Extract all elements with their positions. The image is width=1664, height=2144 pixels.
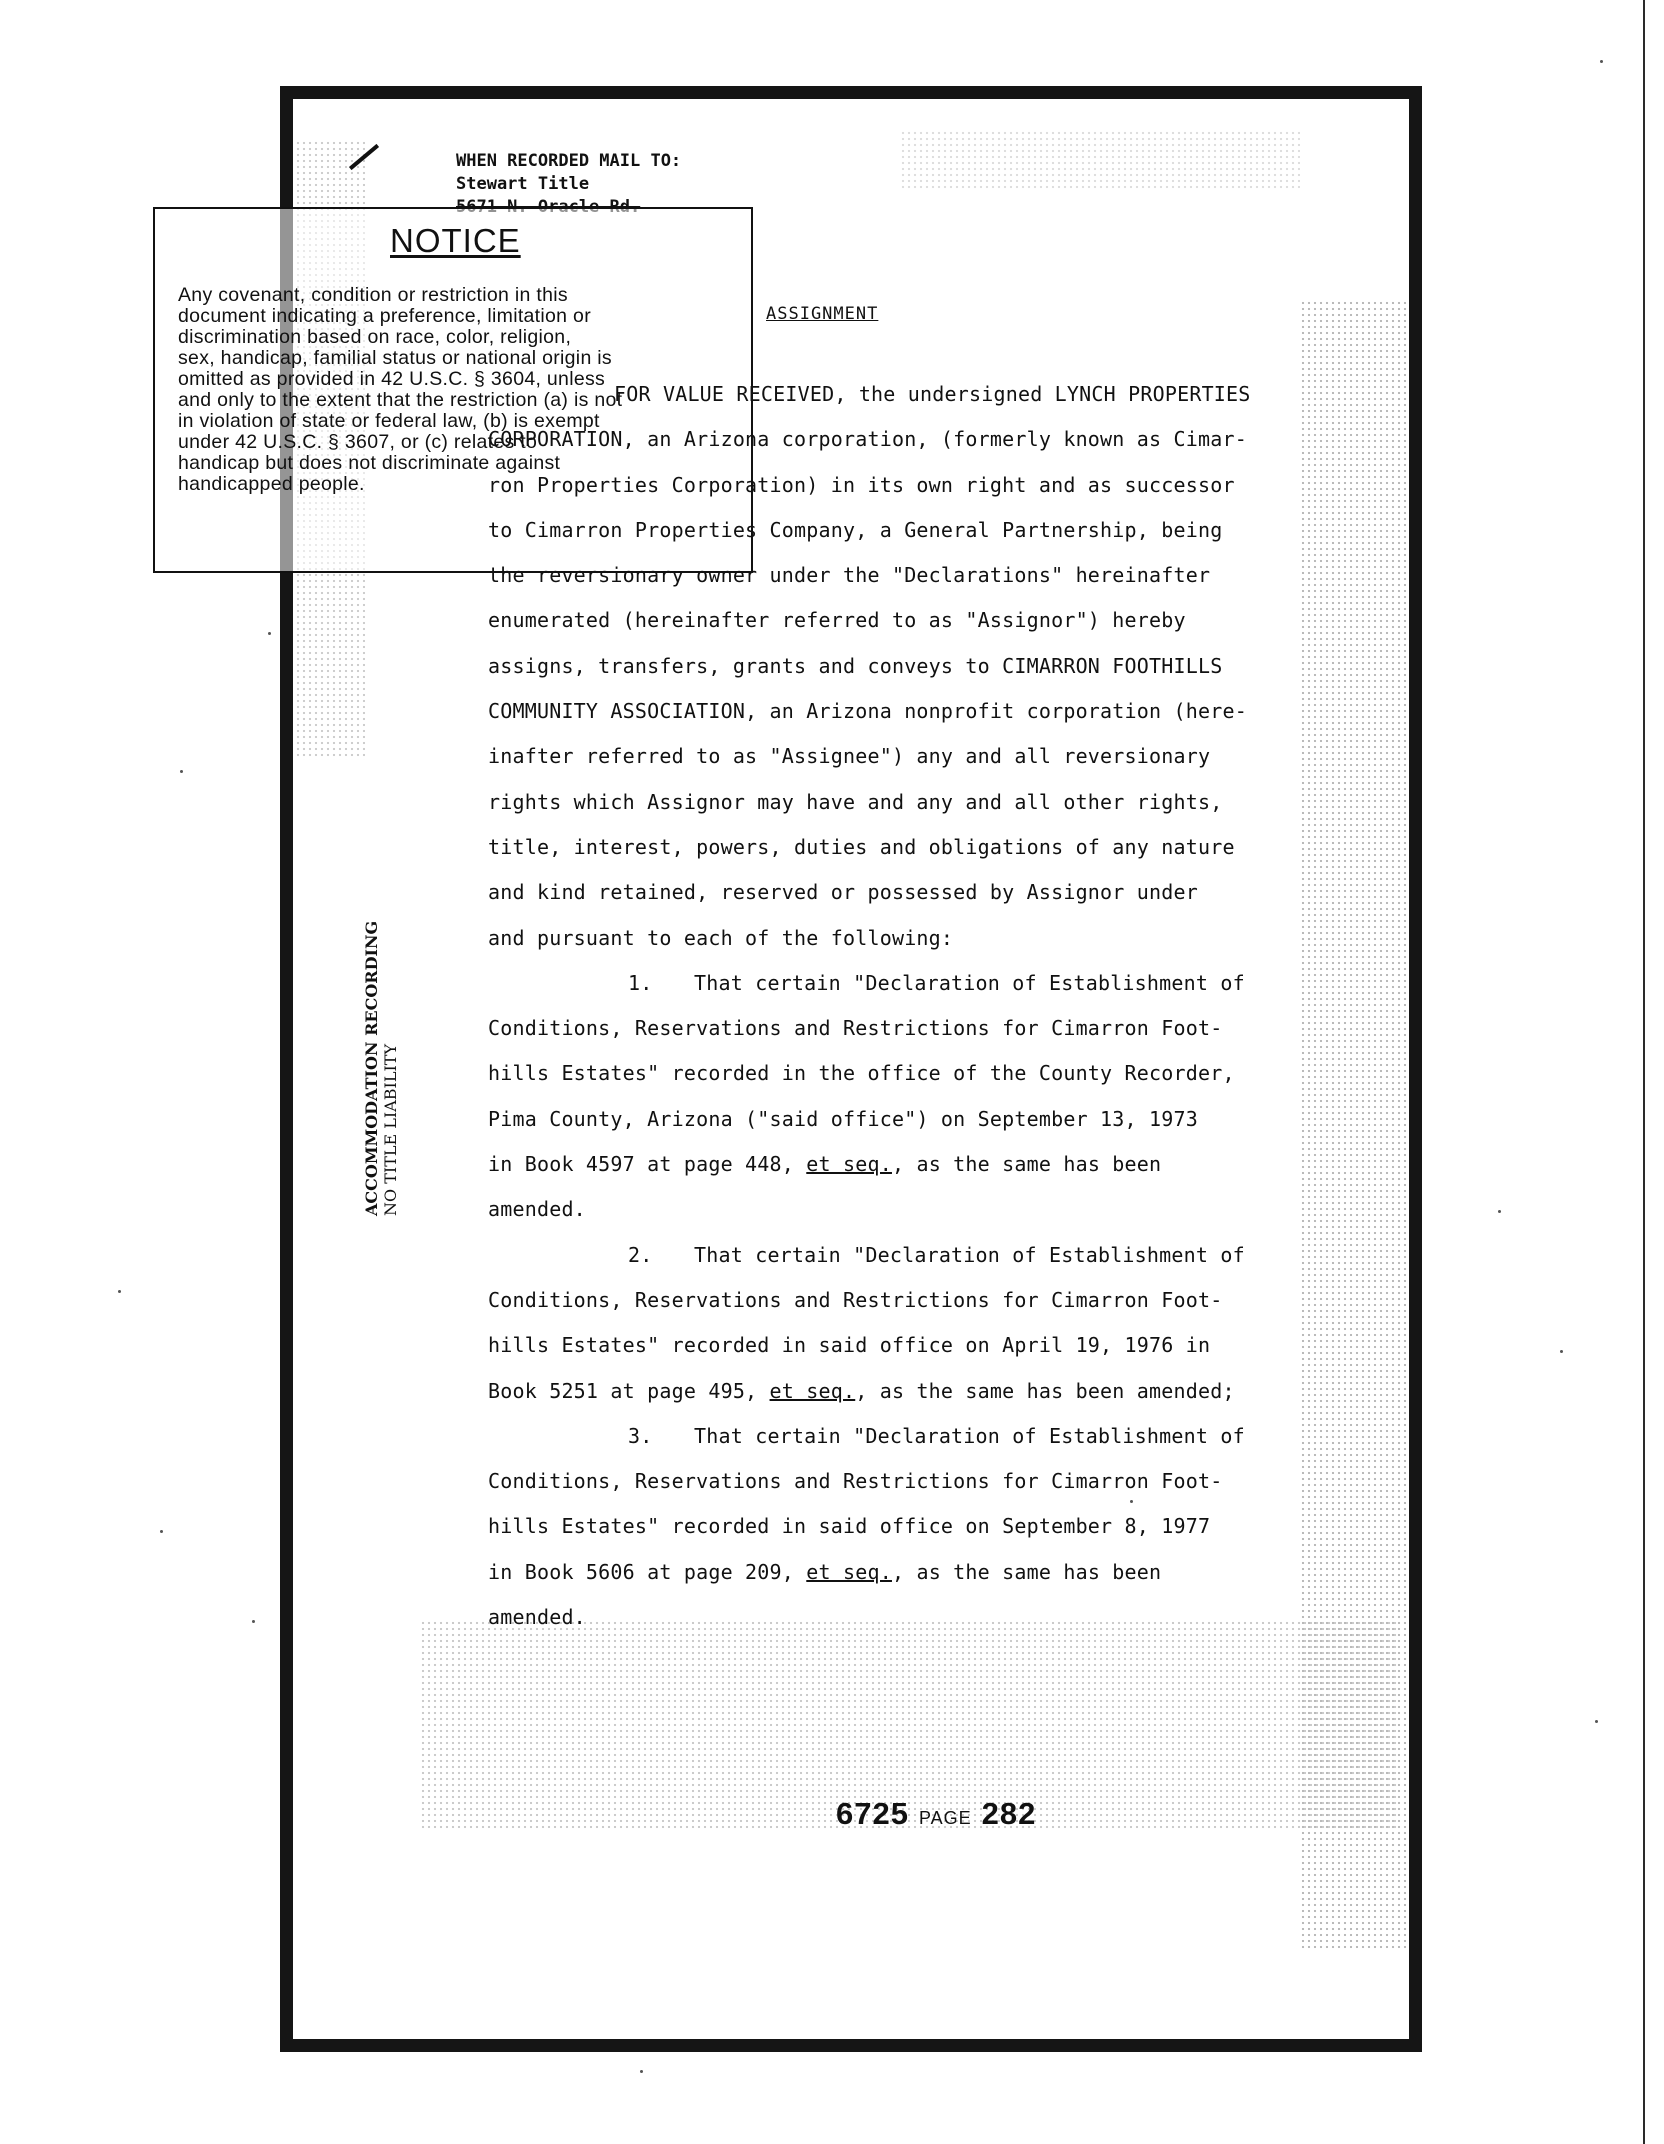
item-first-line: That certain "Declaration of Establishment of [694, 970, 1245, 995]
body-line: Conditions, Reservations and Restrictions for Cimarron Foot- [488, 1469, 1223, 1494]
notice-title: NOTICE [390, 222, 521, 259]
item-1-heading [488, 961, 1338, 1006]
page-number: 282 [981, 1796, 1037, 1831]
item-number: 1. [628, 970, 653, 995]
notice-line: handicap but does not discriminate against [178, 452, 561, 474]
scan-speck [118, 1290, 121, 1293]
notice-line: in violation of state or federal law, (b) is exempt [178, 410, 600, 432]
body-line: CORPORATION, an Arizona corporation, (formerly known as Cimar- [488, 427, 1247, 452]
page-label: PAGE [918, 1808, 972, 1828]
item-number: 2. [628, 1242, 653, 1267]
body-line: to Cimarron Properties Company, a General Partnership, being [488, 517, 1223, 542]
et-seq: et seq. [806, 1559, 892, 1584]
body-line: rights which Assignor may have and any and all other rights, [488, 789, 1223, 814]
scan-speck [268, 632, 271, 635]
item-3-heading [488, 1414, 1338, 1459]
stamp-line-2: NO TITLE LIABILITY [381, 1043, 400, 1216]
body-line: Conditions, Reservations and Restrictions for Cimarron Foot- [488, 1287, 1223, 1312]
scan-speck [180, 770, 183, 773]
body-line: inafter referred to as "Assignee") any and all reversionary [488, 744, 1211, 769]
body-line: title, interest, powers, duties and obligations of any nature [488, 834, 1235, 859]
notice-line: sex, handicap, familial status or national origin is [178, 347, 612, 369]
notice-line: omitted as provided in 42 U.S.C. § 3604, unless [178, 368, 606, 390]
body-line: and pursuant to each of the following: [488, 925, 954, 950]
line-tail: , as the same has been [891, 1152, 1162, 1177]
body-line [488, 1142, 1338, 1187]
line-tail: , as the same has been [891, 1559, 1162, 1584]
mail-to-label: WHEN RECORDED MAIL TO: [456, 151, 682, 171]
et-seq: et seq. [769, 1378, 856, 1403]
body-line [488, 1550, 1338, 1595]
scan-speck [640, 2070, 643, 2073]
document-title: ASSIGNMENT [766, 304, 879, 324]
line-text: Book 5251 at page 495, [488, 1378, 770, 1403]
body-line: hills Estates" recorded in said office on April 19, 1976 in [488, 1333, 1211, 1358]
notice-line: and only to the extent that the restriction (a) is not [178, 389, 623, 411]
line-text: in Book 5606 at page 209, [488, 1559, 807, 1584]
item-first-line: That certain "Declaration of Establishment of [694, 1423, 1245, 1448]
body-line: ron Properties Corporation) in its own right and as successor [488, 472, 1235, 497]
notice-line: under 42 U.S.C. § 3607, or (c) relates to [178, 431, 538, 453]
notice-line: handicapped people. [178, 473, 365, 495]
body-line: amended. [488, 1605, 586, 1630]
scan-speck [1560, 1350, 1563, 1353]
item-first-line: That certain "Declaration of Establishment of [694, 1242, 1245, 1267]
body-line: hills Estates" recorded in said office on September 8, 1977 [488, 1514, 1211, 1539]
body-line: FOR VALUE RECEIVED, the undersigned LYNCH PROPERTIES [614, 382, 1251, 406]
line-tail: , as the same has been amended; [855, 1378, 1235, 1403]
scan-speck [1600, 60, 1603, 63]
scan-speck [252, 1620, 255, 1623]
body-line: the reversionary owner under the "Declarations" hereinafter [488, 563, 1211, 588]
line-text: in Book 4597 at page 448, [488, 1152, 807, 1177]
body-line: amended. [488, 1197, 586, 1222]
et-seq: et seq. [806, 1152, 892, 1177]
scan-speck [1130, 1500, 1133, 1503]
notice-line: Any covenant, condition or restriction in this [178, 284, 568, 306]
body-line: Conditions, Reservations and Restrictions for Cimarron Foot- [488, 1016, 1223, 1041]
document-body [488, 372, 1338, 1640]
item-number: 3. [628, 1423, 653, 1448]
body-line: Pima County, Arizona ("said office") on September 13, 1973 [488, 1106, 1198, 1131]
notice-line: document indicating a preference, limitation or [178, 305, 591, 327]
body-line: and kind retained, reserved or possessed by Assignor under [488, 880, 1198, 905]
scan-speck [1595, 1720, 1598, 1723]
body-line [488, 1369, 1338, 1414]
docket-number: 6725 [836, 1796, 909, 1831]
notice-line: discrimination based on race, color, religion, [178, 326, 572, 348]
body-line: COMMUNITY ASSOCIATION, an Arizona nonprofit corporation (here- [488, 699, 1247, 724]
body-line: hills Estates" recorded in the office of the County Recorder, [488, 1061, 1235, 1086]
body-line: assigns, transfers, grants and conveys to CIMARRON FOOTHILLS [488, 653, 1223, 678]
scan-speck [160, 1530, 163, 1533]
right-margin-rule [1643, 0, 1645, 2144]
item-2-heading [488, 1233, 1338, 1278]
stamp-line-1: ACCOMMODATION RECORDING [362, 920, 381, 1216]
scan-speck [1498, 1210, 1501, 1213]
body-line: enumerated (hereinafter referred to as "Assignor") hereby [488, 608, 1186, 633]
mail-to-name: Stewart Title [456, 174, 590, 194]
docket-page-number [836, 1796, 1036, 1832]
